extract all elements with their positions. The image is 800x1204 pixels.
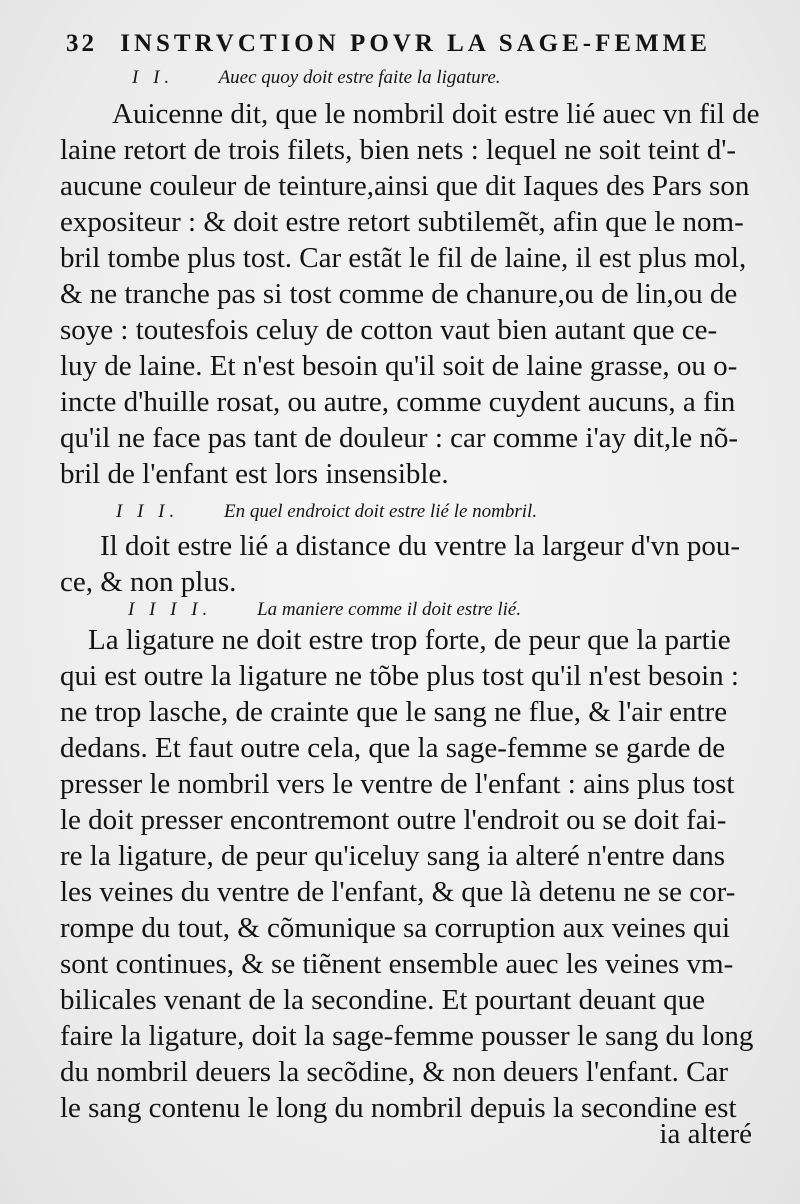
text-line: ce, & non plus. — [60, 566, 237, 598]
section-numeral: I I. — [132, 67, 175, 88]
text-line: Auicenne dit, que le nombril doit estre lié auec vn fil de — [112, 98, 760, 130]
text-line: & ne tranche pas si tost comme de chanure,ou de lin,ou de — [60, 278, 738, 310]
text-line: rompe du tout, & cõmunique sa corruption aux veines qui — [60, 912, 731, 944]
text-line: qui est outre la ligature ne tõbe plus tost qu'il n'est besoin : — [60, 660, 739, 692]
text-line: bril de l'enfant est lors insensible. — [60, 458, 449, 490]
text-line: le sang contenu le long du nombril depuis la secondine est — [60, 1092, 737, 1124]
text-line: expositeur : & doit estre retort subtilemẽt, afin que le nom- — [60, 206, 744, 238]
text-line: incte d'huille rosat, ou autre, comme cuydent aucuns, a fin — [60, 386, 736, 418]
text-line: presser le nombril vers le ventre de l'enfant : ains plus tost — [60, 768, 735, 800]
text-line: faire la ligature, doit la sage-femme pousser le sang du long — [60, 1020, 754, 1052]
section-title: Auec quoy doit estre faite la ligature. — [218, 67, 501, 88]
text-line: re la ligature, de peur qu'iceluy sang ia alteré n'entre dans — [60, 840, 726, 872]
running-title: INSTRVCTION POVR LA SAGE-FEMME — [120, 30, 711, 57]
page-number: 32 — [66, 30, 97, 57]
text-line: le doit presser encontremont outre l'endroit ou se doit fai- — [60, 804, 727, 836]
text-line: luy de laine. Et n'est besoin qu'il soit de laine grasse, ou o- — [60, 350, 738, 382]
text-line: ne trop lasche, de crainte que le sang ne flue, & l'air entre — [60, 696, 728, 728]
text-line: dedans. Et faut outre cela, que la sage-femme se garde de — [60, 732, 726, 764]
text-line: laine retort de trois filets, bien nets : lequel ne soit teint d'- — [60, 134, 737, 166]
text-line: aucune couleur de teinture,ainsi que dit Iaques des Pars son — [60, 170, 750, 202]
section-numeral: I I I I. — [128, 599, 213, 620]
section-heading — [132, 66, 501, 90]
running-header — [66, 30, 736, 58]
text-line: soye : toutesfois celuy de cotton vaut bien autant que ce- — [60, 314, 718, 346]
section-title: En quel endroict doit estre lié le nombril. — [223, 501, 538, 522]
text-line: bril tombe plus tost. Car estãt le fil de laine, il est plus mol, — [60, 242, 747, 274]
text-line: qu'il ne face pas tant de douleur : car comme i'ay dit,le nõ- — [60, 422, 739, 454]
text-line: Il doit estre lié a distance du ventre la largeur d'vn pou- — [100, 530, 741, 562]
section-title: La maniere comme il doit estre lié. — [257, 599, 522, 620]
text-line: du nombril deuers la secõdine, & non deuers l'enfant. Car — [60, 1056, 729, 1088]
text-line: La ligature ne doit estre trop forte, de peur que la partie — [88, 624, 731, 656]
catchword: ia alteré — [659, 1118, 752, 1150]
text-line: les veines du ventre de l'enfant, & que là detenu ne se cor- — [60, 876, 736, 908]
text-line: bilicales venant de la secondine. Et pourtant deuant que — [60, 984, 706, 1016]
text-line: sont continues, & se tiẽnent ensemble auec les veines vm- — [60, 948, 734, 980]
section-heading — [116, 500, 537, 524]
section-numeral: I I I. — [116, 501, 180, 522]
section-heading — [128, 598, 521, 622]
